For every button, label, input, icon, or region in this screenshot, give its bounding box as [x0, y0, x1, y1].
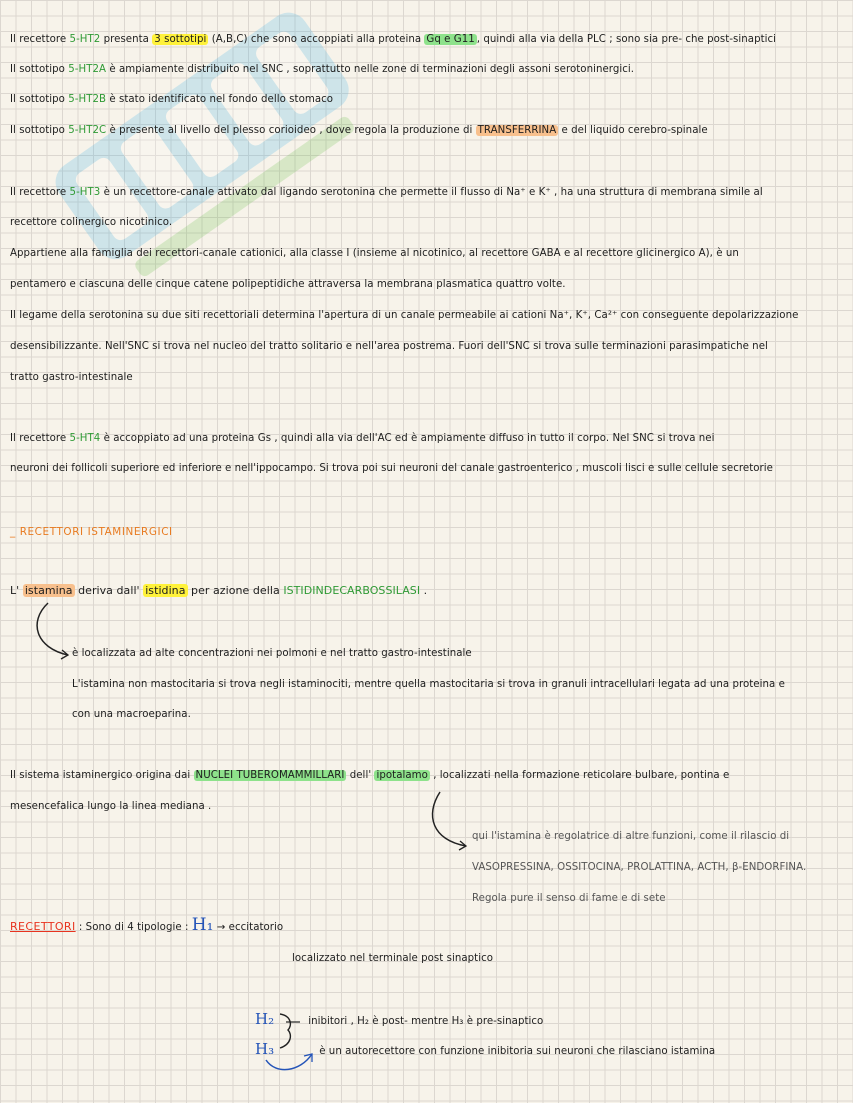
note-line: recettore colinergico nicotinico.: [10, 217, 173, 228]
receptor-label: 5-HT4: [69, 433, 101, 444]
h1-label: H₁: [191, 915, 214, 935]
section-heading-histamine-receptors: _ RECETTORI ISTAMINERGICI: [10, 526, 173, 538]
receptor-label: 5-HT2A: [68, 64, 107, 75]
note-line: L'istamina non mastocitaria si trova negli istaminociti, mentre quella mastocitaria si trova in granuli intracellulari legata ad una proteina e: [72, 679, 785, 690]
note-line: mesencefalica lungo la linea mediana .: [10, 801, 212, 812]
note-line: neuroni dei follicoli superiore ed inferiore e nell'ippocampo. Si trova poi sui neuroni del canale gastroenterico , muscoli lisci e sulle cellule secretorie: [10, 463, 773, 474]
note-line: pentamero e ciascuna delle cinque catene polipeptidiche attraversa la membrana plasmatica quattro volte.: [10, 279, 566, 290]
h2-label: H₂: [255, 1010, 275, 1028]
note-line-h3: H₃ è un autorecettore con funzione inibitoria sui neuroni che rilasciano istamina: [255, 1040, 716, 1058]
note-line-histamine-origin: L' istamina deriva dall' istidina per azione della ISTIDINDECARBOSSILASI .: [10, 584, 428, 597]
note-line: tratto gastro-intestinale: [10, 372, 133, 383]
highlight-text: istidina: [145, 584, 186, 597]
note-line-5ht2a: Il sottotipo 5-HT2A è ampiamente distribuito nel SNC , soprattutto nelle zone di terminazioni degli assoni serotoninergici.: [10, 64, 635, 75]
note-line: localizzato nel terminale post sinaptico: [292, 953, 494, 964]
receptor-label: 5-HT2C: [68, 125, 107, 136]
h3-label: H₃: [255, 1040, 275, 1058]
brace-icon: [280, 1014, 290, 1048]
note-line-h2: H₂ inibitori , H₂ è post- mentre H₃ è pre-sinaptico: [255, 1010, 544, 1028]
note-line: desensibilizzante. Nell'SNC si trova nel nucleo del tratto solitario e nell'area postrema. Fuori dell'SNC si trova sulle terminazioni parasimpatiche nel: [10, 341, 768, 352]
curved-arrow-icon: [37, 603, 68, 655]
highlight-text: Gq e G11: [426, 34, 475, 45]
note-line-receptors: RECETTORI : Sono di 4 tipologie : H₁ → eccitatorio: [10, 915, 284, 935]
note-line: Regola pure il senso di fame e di sete: [472, 893, 666, 904]
note-line: VASOPRESSINA, OSSITOCINA, PROLATTINA, ACTH, β-ENDORFINA.: [472, 862, 807, 873]
note-line-5ht3: Il recettore 5-HT3 è un recettore-canale attivato dal ligando serotonina che permette il flusso di Na⁺ e K⁺ , ha una struttura di membrana simile al: [10, 187, 763, 198]
note-line-5ht2b: Il sottotipo 5-HT2B è stato identificato nel fondo dello stomaco: [10, 94, 334, 105]
note-line-5ht2c: Il sottotipo 5-HT2C è presente al livello del plesso corioideo , dove regola la produzione di TRANSFERRINA e del liquido cerebro-spinale: [10, 125, 708, 136]
receptors-label: RECETTORI: [10, 920, 76, 933]
receptor-label: 5-HT2: [69, 34, 101, 45]
highlight-text: istamina: [24, 584, 73, 597]
highlight-text: TRANSFERRINA: [477, 125, 557, 136]
note-line: con una macroeparina.: [72, 709, 191, 720]
highlight-text: ipotalamo: [376, 770, 428, 781]
enzyme-label: ISTIDINDECARBOSSILASI: [283, 584, 421, 597]
receptor-label: 5-HT3: [69, 187, 101, 198]
note-line: Il legame della serotonina su due siti recettoriali determina l'apertura di un canale permeabile ai cationi Na⁺, K⁺, Ca²⁺ con conseguente depolarizzazione: [10, 310, 799, 321]
note-line-histaminergic-system: Il sistema istaminergico origina dai NUCLEI TUBEROMAMMILLARI dell' ipotalamo , localizzati nella formazione reticolare bulbare, pontina e: [10, 770, 730, 781]
curved-arrow-icon: [433, 792, 466, 846]
note-line: qui l'istamina è regolatrice di altre funzioni, come il rilascio di: [472, 831, 790, 842]
note-line-5ht2: Il recettore 5-HT2 presenta 3 sottotipi (A,B,C) che sono accoppiati alla proteina Gq e G11 , quindi alla via della PLC ; sono sia pre- che post-sinaptici: [10, 34, 777, 45]
note-line: è localizzata ad alte concentrazioni nei polmoni e nel tratto gastro-intestinale: [72, 648, 472, 659]
note-line: Appartiene alla famiglia dei recettori-canale cationici, alla classe I (insieme al nicotinico, al recettore GABA e al recettore glicinergico A), è un: [10, 248, 739, 259]
receptor-label: 5-HT2B: [68, 94, 107, 105]
note-line-5ht4: Il recettore 5-HT4 è accoppiato ad una proteina Gs , quindi alla via dell'AC ed è ampiamente diffuso in tutto il corpo. Nel SNC si trova nei: [10, 433, 715, 444]
highlight-text: NUCLEI TUBEROMAMMILLARI: [195, 770, 345, 781]
highlight-text: 3 sottotipi: [154, 34, 207, 45]
